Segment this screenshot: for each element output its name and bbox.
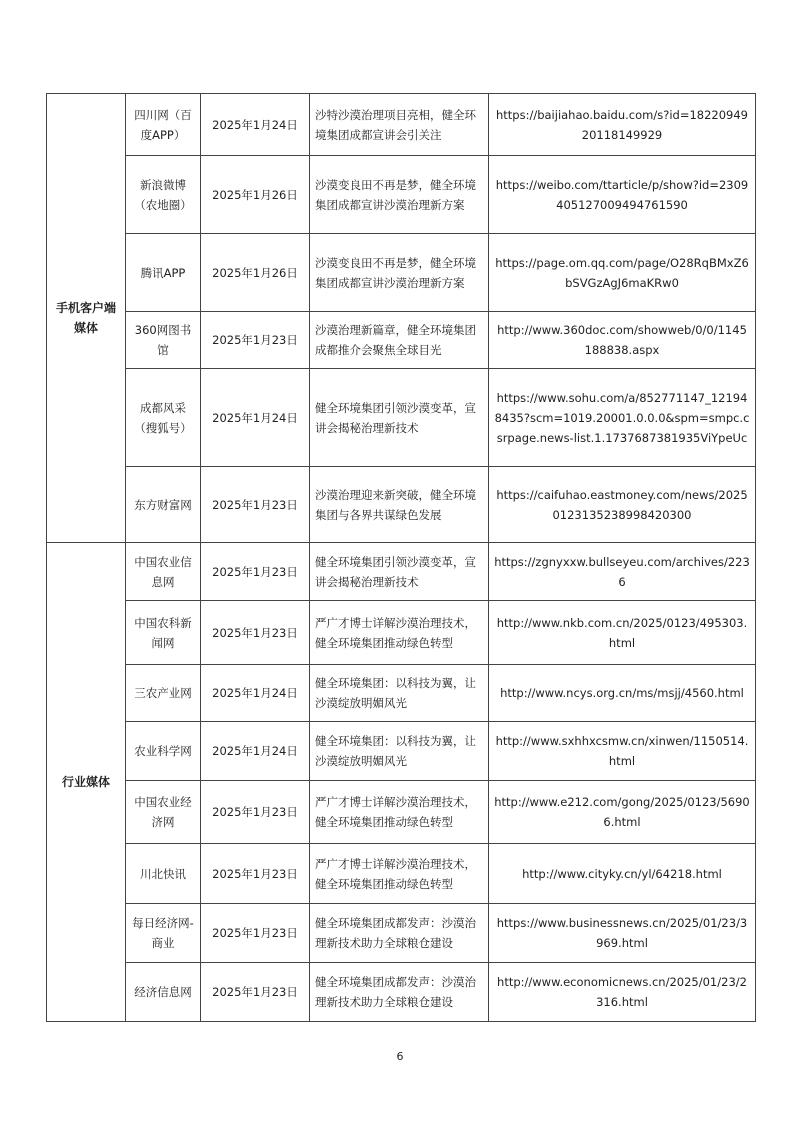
article-url-cell[interactable]: https://baijiahao.baidu.com/s?id=1822094920118149929 (489, 94, 756, 156)
article-url-cell[interactable]: http://www.economicnews.cn/2025/01/23/2316.html (489, 963, 756, 1022)
article-title-cell: 健全环境集团成都发声：沙漠治理新技术助力全球粮仓建设 (310, 904, 489, 963)
media-name-cell: 经济信息网 (126, 963, 201, 1022)
article-title-cell: 严广才博士详解沙漠治理技术，健全环境集团推动绿色转型 (310, 601, 489, 665)
publish-date-cell: 2025年1月23日 (201, 601, 310, 665)
publish-date-cell: 2025年1月23日 (201, 781, 310, 844)
media-name-cell: 成都风采（搜狐号） (126, 369, 201, 467)
table-row (47, 781, 756, 844)
table-row (47, 904, 756, 963)
publish-date-cell: 2025年1月23日 (201, 312, 310, 369)
table-row (47, 156, 756, 234)
article-url-cell[interactable]: http://www.cityky.cn/yl/64218.html (489, 844, 756, 904)
table-row (47, 312, 756, 369)
article-url-cell[interactable]: http://www.e212.com/gong/2025/0123/56906.html (489, 781, 756, 844)
table-row (47, 722, 756, 781)
publish-date-cell: 2025年1月23日 (201, 844, 310, 904)
article-title-cell: 严广才博士详解沙漠治理技术，健全环境集团推动绿色转型 (310, 844, 489, 904)
publish-date-cell: 2025年1月26日 (201, 156, 310, 234)
article-url-cell[interactable]: https://caifuhao.eastmoney.com/news/20250123135238998420300 (489, 467, 756, 543)
article-title-cell: 健全环境集团成都发声：沙漠治理新技术助力全球粮仓建设 (310, 963, 489, 1022)
category-cell: 行业媒体 (47, 543, 126, 1022)
media-name-cell: 东方财富网 (126, 467, 201, 543)
media-name-cell: 四川网（百度APP） (126, 94, 201, 156)
media-name-cell: 中国农业信息网 (126, 543, 201, 601)
media-name-cell: 川北快讯 (126, 844, 201, 904)
article-url-cell[interactable]: http://www.sxhhxcsmw.cn/xinwen/1150514.html (489, 722, 756, 781)
page-number: 6 (396, 1050, 404, 1063)
article-url-cell[interactable]: https://www.businessnews.cn/2025/01/23/3969.html (489, 904, 756, 963)
media-name-cell: 三农产业网 (126, 665, 201, 722)
article-title-cell: 沙特沙漠治理项目亮相，健全环境集团成都宣讲会引关注 (310, 94, 489, 156)
media-name-cell: 中国农业经济网 (126, 781, 201, 844)
media-name-cell: 腾讯APP (126, 234, 201, 312)
publish-date-cell: 2025年1月23日 (201, 467, 310, 543)
article-title-cell: 健全环境集团：以科技为翼，让沙漠绽放明媚风光 (310, 722, 489, 781)
article-url-cell[interactable]: http://www.nkb.com.cn/2025/0123/495303.html (489, 601, 756, 665)
publish-date-cell: 2025年1月24日 (201, 722, 310, 781)
publish-date-cell: 2025年1月24日 (201, 94, 310, 156)
article-url-cell[interactable]: https://www.sohu.com/a/852771147_121948435?scm=1019.20001.0.0.0&spm=smpc.csrpage.news-list.1.1737687381935ViYpeUc (489, 369, 756, 467)
article-title-cell: 沙漠变良田不再是梦，健全环境集团成都宣讲沙漠治理新方案 (310, 156, 489, 234)
media-coverage-table (46, 93, 756, 1022)
article-title-cell: 沙漠治理迎来新突破，健全环境集团与各界共谋绿色发展 (310, 467, 489, 543)
publish-date-cell: 2025年1月23日 (201, 904, 310, 963)
article-url-cell[interactable]: https://page.om.qq.com/page/O28RqBMxZ6bSVGzAgJ6maKRw0 (489, 234, 756, 312)
article-url-cell[interactable]: https://zgnyxxw.bullseyeu.com/archives/2236 (489, 543, 756, 601)
media-name-cell: 每日经济网-商业 (126, 904, 201, 963)
media-name-cell: 360网图书馆 (126, 312, 201, 369)
table-row (47, 369, 756, 467)
article-title-cell: 沙漠治理新篇章，健全环境集团成都推介会聚焦全球目光 (310, 312, 489, 369)
table-row (47, 601, 756, 665)
article-title-cell: 沙漠变良田不再是梦，健全环境集团成都宣讲沙漠治理新方案 (310, 234, 489, 312)
table-row (47, 234, 756, 312)
category-cell: 手机客户端媒体 (47, 94, 126, 543)
publish-date-cell: 2025年1月23日 (201, 543, 310, 601)
publish-date-cell: 2025年1月26日 (201, 234, 310, 312)
media-name-cell: 农业科学网 (126, 722, 201, 781)
publish-date-cell: 2025年1月24日 (201, 369, 310, 467)
table-row (47, 467, 756, 543)
article-title-cell: 健全环境集团引领沙漠变革，宣讲会揭秘治理新技术 (310, 543, 489, 601)
table-row (47, 963, 756, 1022)
media-name-cell: 新浪微博（农地圈） (126, 156, 201, 234)
table-row (47, 94, 756, 156)
article-url-cell[interactable]: http://www.360doc.com/showweb/0/0/1145188838.aspx (489, 312, 756, 369)
media-name-cell: 中国农科新闻网 (126, 601, 201, 665)
table-row (47, 844, 756, 904)
article-title-cell: 严广才博士详解沙漠治理技术，健全环境集团推动绿色转型 (310, 781, 489, 844)
article-url-cell[interactable]: http://www.ncys.org.cn/ms/msjj/4560.html (489, 665, 756, 722)
article-title-cell: 健全环境集团引领沙漠变革，宣讲会揭秘治理新技术 (310, 369, 489, 467)
publish-date-cell: 2025年1月23日 (201, 963, 310, 1022)
table-row (47, 665, 756, 722)
publish-date-cell: 2025年1月24日 (201, 665, 310, 722)
article-url-cell[interactable]: https://weibo.com/ttarticle/p/show?id=2309405127009494761590 (489, 156, 756, 234)
article-title-cell: 健全环境集团：以科技为翼，让沙漠绽放明媚风光 (310, 665, 489, 722)
table-row (47, 543, 756, 601)
